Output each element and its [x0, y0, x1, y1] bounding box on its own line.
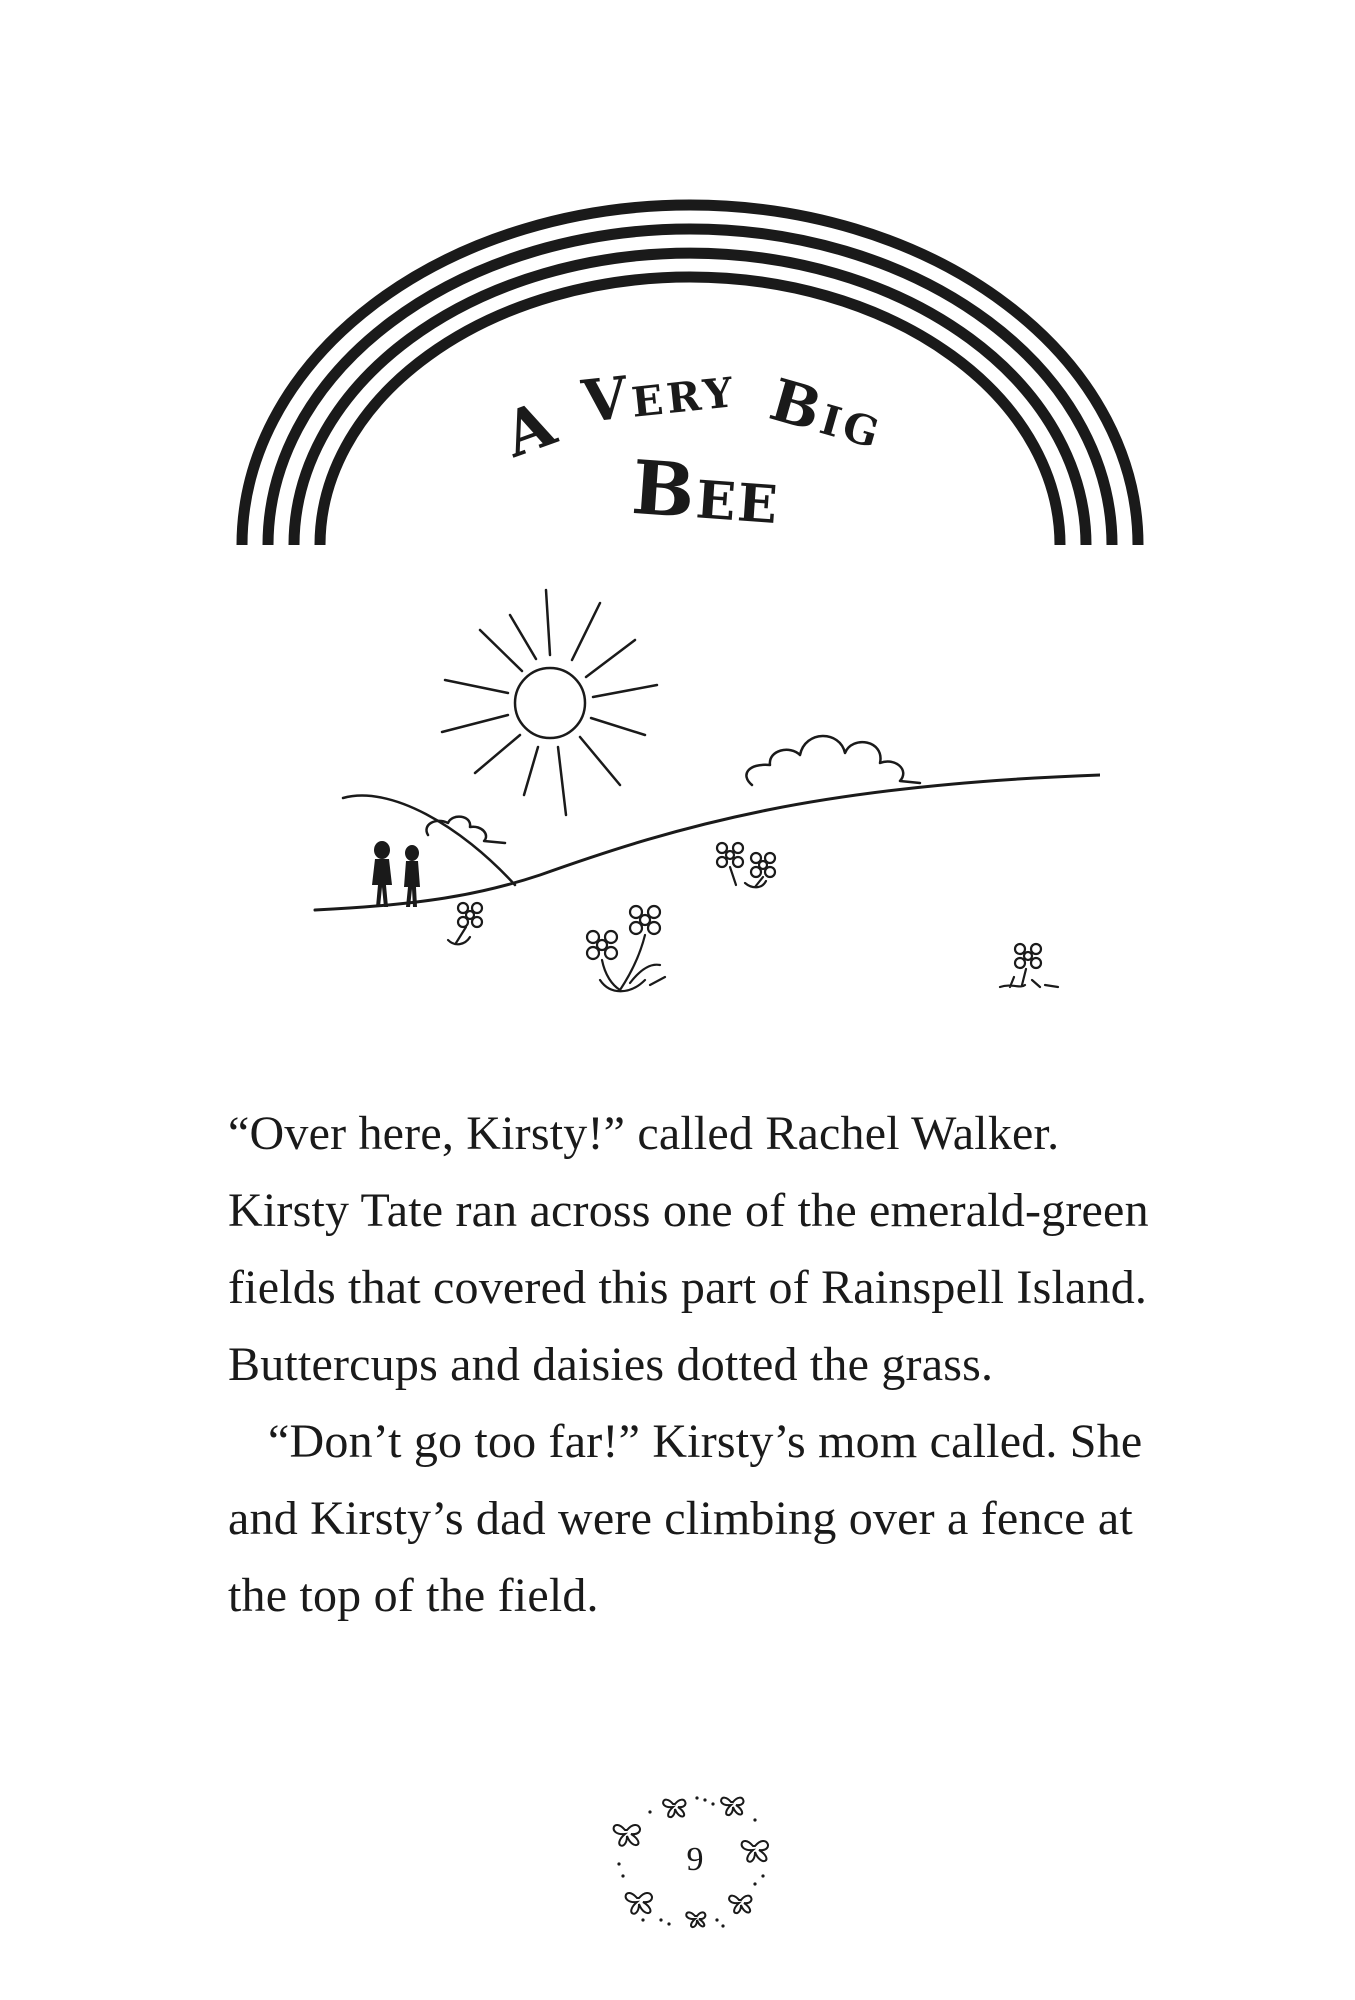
flowers-decoration [448, 843, 1058, 991]
page-number: 9 [686, 1841, 704, 1878]
page-number-wreath [605, 1780, 785, 1940]
story-paragraph: “Over here, Kirsty!” called Rachel Walker. Kirsty Tate ran across one of the emerald-green fields that covered this part of Rainspell Island. Buttercups and daisies dotted the grass. [228, 1107, 1149, 1391]
flower-icon [1000, 944, 1058, 987]
flower-icon [717, 843, 775, 887]
sun-icon [442, 590, 657, 815]
flower-icon [587, 906, 665, 991]
title-word-bee: Bee [629, 444, 783, 542]
title-word-very: Very [578, 352, 740, 436]
main-hill [315, 775, 1100, 910]
title-word-big: Big [762, 365, 893, 463]
story-text [228, 1095, 1188, 1634]
title-word-a: A [494, 385, 569, 472]
girls-silhouette [372, 841, 420, 907]
landscape-illustration [300, 585, 1100, 1025]
story-paragraph: “Don’t go too far!” Kirsty’s mom called. She and Kirsty’s dad were climbing over a fence at the top of the field. [228, 1415, 1143, 1622]
cloud-right [746, 736, 920, 785]
flower-icon [448, 903, 482, 944]
